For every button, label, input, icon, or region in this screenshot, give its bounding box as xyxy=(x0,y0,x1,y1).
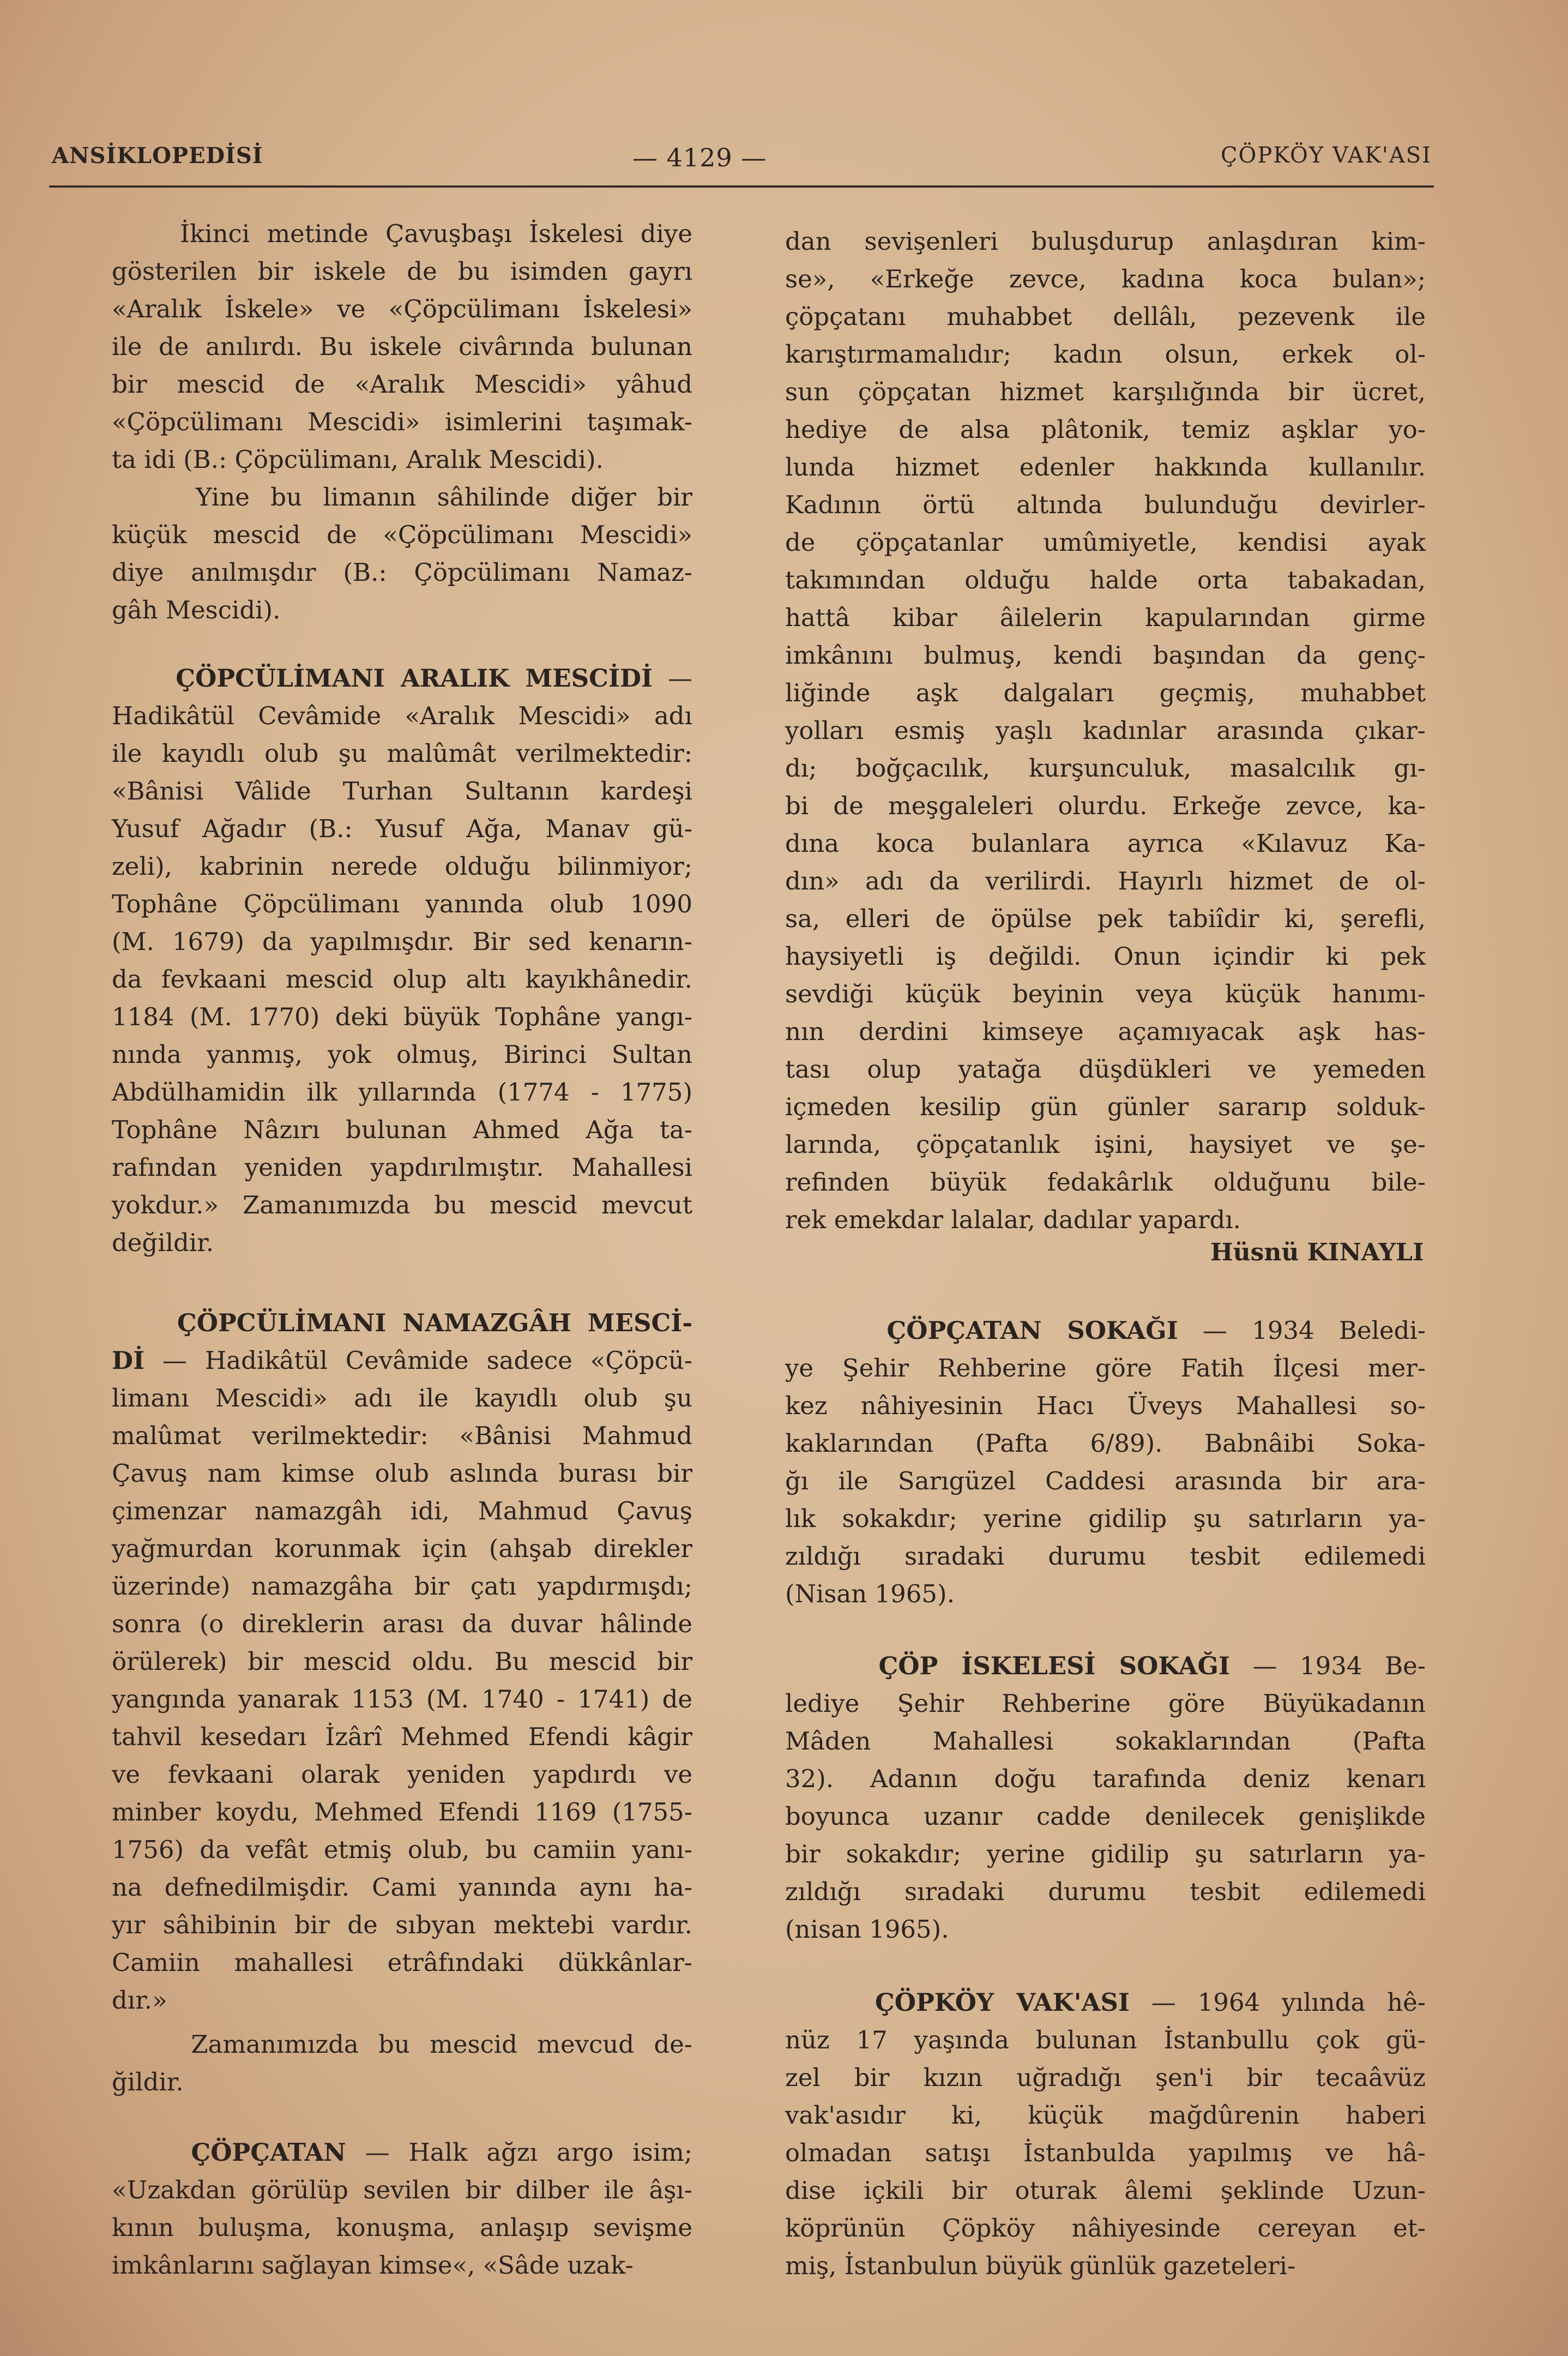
running-header-right: ÇÖPKÖY VAK'ASI xyxy=(1220,143,1432,168)
text-line: örülerek) bir mescid oldu. Bu mescid bir xyxy=(112,1647,692,1676)
text-line: sonra (o direklerin arası da duvar hâlinde xyxy=(112,1609,692,1638)
text-line: Tophâne Çöpcülimanı yanında olub 1090 xyxy=(112,889,692,918)
text-line: yağmurdan korunmak için (ahşab direkler xyxy=(112,1534,692,1563)
text-line: bi de meşgaleleri olurdu. Erkeğe zevce, ka- xyxy=(785,791,1426,820)
text-line: Tophâne Nâzırı bulunan Ahmed Ağa ta- xyxy=(112,1115,692,1144)
author-signature: Hüsnü KINAYLI xyxy=(1210,1239,1424,1266)
running-header-left: ANSİKLOPEDİSİ xyxy=(52,143,263,169)
entry-text: — 1934 Beledi- xyxy=(1178,1316,1426,1345)
paragraph-zamanimizda xyxy=(112,2026,692,2101)
text-line: «Bânisi Vâlide Turhan Sultanın kardeşi xyxy=(112,777,692,806)
text-line: minber koydu, Mehmed Efendi 1169 (1755- xyxy=(112,1798,692,1826)
text-line xyxy=(785,1984,1426,2021)
text-line: değildir. xyxy=(112,1228,214,1257)
text-line: tası olup yatağa düşdükleri ve yemeden xyxy=(785,1055,1426,1084)
text-line: Çavuş nam kimse olub aslında burası bir xyxy=(112,1459,692,1488)
text-line: boyunca uzanır cadde denilecek genişlikde xyxy=(785,1802,1426,1831)
text-line: sa, elleri de öpülse pek tabiîdir ki, şerefli, xyxy=(785,904,1426,933)
paragraph-copcatan-continued xyxy=(785,223,1426,1239)
text-line: Yine bu limanın sâhilinde diğer bir xyxy=(112,483,692,512)
text-line: (M. 1679) da yapılmışdır. Bir sed kenarın- xyxy=(112,927,692,956)
text-line: sevdiği küçük beyinin veya küçük hanımı- xyxy=(785,979,1426,1008)
text-line: ye Şehir Rehberine göre Fatih İlçesi mer- xyxy=(785,1354,1426,1383)
text-line: zeli), kabrinin nerede olduğu bilinmiyor; xyxy=(112,852,692,881)
text-line: bir mescid de «Aralık Mescidi» yâhud xyxy=(112,370,692,399)
text-line: köprünün Çöpköy nâhiyesinde cereyan et- xyxy=(785,2214,1426,2243)
entry-copcatan xyxy=(112,2133,692,2284)
text-line: ile kayıdlı olub şu malûmât verilmektedir: xyxy=(112,739,692,768)
text-line: (Nisan 1965). xyxy=(785,1579,955,1608)
text-line xyxy=(112,1342,692,1379)
text-line: diye anılmışdır (B.: Çöpcülimanı Namaz- xyxy=(112,558,692,587)
page-number: — 4129 — xyxy=(632,143,767,172)
text-line: takımından olduğu halde orta tabakadan, xyxy=(785,566,1426,594)
text-line: na defnedilmişdir. Cami yanında aynı ha- xyxy=(112,1873,692,1902)
text-line: lediye Şehir Rehberine göre Büyükadanın xyxy=(785,1689,1426,1718)
text-line: lık sokakdır; yerine gidilip şu satırların ya- xyxy=(785,1504,1426,1533)
text-line: yır sâhibinin bir de sıbyan mektebi vardır. xyxy=(112,1910,692,1939)
text-line: Camiin mahallesi etrâfındaki dükkânlar- xyxy=(112,1948,692,1977)
text-line: dise içkili bir oturak âlemi şeklinde Uzun- xyxy=(785,2176,1426,2205)
text-line: limanı Mescidi» adı ile kayıdlı olub şu xyxy=(112,1384,692,1413)
entry-cop-iskelesi-sokagi xyxy=(785,1647,1426,1948)
text-line: de çöpçatanlar umûmiyetle, kendisi ayak xyxy=(785,528,1426,557)
text-line: gösterilen bir iskele de bu isimden gayrı xyxy=(112,257,692,286)
text-line: 1184 (M. 1770) deki büyük Tophâne yangı- xyxy=(112,1002,692,1031)
text-line: «Uzakdan görülüp sevilen bir dilber ile âşı- xyxy=(112,2175,692,2204)
entry-heading: ÇÖPKÖY VAK'ASI xyxy=(785,1988,1130,2017)
entry-heading: ÇÖPÇATAN xyxy=(112,2138,346,2167)
text-line: rek emekdar lalalar, dadılar yapardı. xyxy=(785,1205,1241,1234)
text-line: sun çöpçatan hizmet karşılığında bir ücret, xyxy=(785,377,1426,406)
text-line: Mâden Mahallesi sokaklarından (Pafta xyxy=(785,1727,1426,1756)
entry-text: — Halk ağzı argo isim; xyxy=(346,2138,692,2167)
text-line: olmadan satışı İstanbulda yapılmış ve hâ- xyxy=(785,2138,1426,2167)
text-line: ğildir. xyxy=(112,2067,184,2096)
entry-copcatan-sokagi xyxy=(785,1312,1426,1613)
entry-copculimani-namazgah-mescidi xyxy=(112,1304,692,2019)
header-rule xyxy=(49,185,1434,188)
entry-text: — 1934 Be- xyxy=(1230,1651,1426,1680)
text-line: imkânını bulmuş, kendi başından da genç- xyxy=(785,641,1426,670)
text-line: malûmat verilmektedir: «Bânisi Mahmud xyxy=(112,1421,692,1450)
text-line: 32). Adanın doğu tarafında deniz kenarı xyxy=(785,1764,1426,1793)
text-line: Kadının örtü altında bulunduğu devirler- xyxy=(785,490,1426,519)
text-line: kaklarından (Pafta 6/89). Babnâibi Soka- xyxy=(785,1429,1426,1458)
text-line xyxy=(112,2133,692,2171)
text-line: (nisan 1965). xyxy=(785,1915,949,1944)
text-line: liğinde aşk dalgaları geçmiş, muhabbet xyxy=(785,678,1426,707)
text-line: lunda hizmet edenler hakkında kullanılır. xyxy=(785,453,1426,482)
text-line: dın» adı da verilirdi. Hayırlı hizmet de ol- xyxy=(785,867,1426,895)
text-line xyxy=(785,1312,1426,1349)
entry-text: — Hadikâtül Cevâmide sadece «Çöpcü- xyxy=(144,1346,692,1375)
text-line: İkinci metinde Çavuşbaşı İskelesi diye xyxy=(112,219,692,248)
text-line: nüz 17 yaşında bulunan İstanbullu çok gü- xyxy=(785,2026,1426,2054)
text-line: «Aralık İskele» ve «Çöpcülimanı İskelesi» xyxy=(112,294,692,323)
text-line: zıldığı sıradaki durumu tesbit edilemedi xyxy=(785,1542,1426,1571)
text-line: Hadikâtül Cevâmide «Aralık Mescidi» adı xyxy=(112,701,692,730)
paragraph-iskele xyxy=(112,215,692,478)
text-line: nında yanmış, yok olmuş, Birinci Sultan xyxy=(112,1040,692,1069)
text-line: da fevkaani mescid olup altı kayıkhânedir. xyxy=(112,965,692,994)
text-line xyxy=(112,1304,692,1342)
text-line: içmeden kesilip gün günler sararıp solduk- xyxy=(785,1092,1426,1121)
entry-copculimani-aralik-mescidi xyxy=(112,659,692,1261)
text-line: rafından yeniden yapdırılmıştır. Mahallesi xyxy=(112,1153,692,1182)
text-line: üzerinde) namazgâha bir çatı yapdırmışdı; xyxy=(112,1572,692,1601)
text-line: hattâ kibar âilelerin kapularından girme xyxy=(785,603,1426,632)
text-line: 1756) da vefât etmiş olub, bu camiin yanı- xyxy=(112,1835,692,1864)
text-line: ile de anılırdı. Bu iskele civârında bulunan xyxy=(112,332,692,361)
text-line xyxy=(785,1647,1426,1685)
text-line: yolları esmiş yaşlı kadınlar arasında çıkar- xyxy=(785,716,1426,745)
text-line: tahvil kesedarı İzârî Mehmed Efendi kâgir xyxy=(112,1722,692,1751)
text-line: «Çöpcülimanı Mescidi» isimlerini taşımak- xyxy=(112,407,692,436)
text-line: dına koca bulanlara ayrıca «Kılavuz Ka- xyxy=(785,829,1426,858)
text-line: çöpçatanı muhabbet dellâlı, pezevenk ile xyxy=(785,302,1426,331)
text-line: gâh Mescidi). xyxy=(112,596,281,624)
entry-heading: ÇÖPÇATAN SOKAĞI xyxy=(785,1316,1178,1345)
text-line: dır.» xyxy=(112,1986,167,2015)
text-line: küçük mescid de «Çöpcülimanı Mescidi» xyxy=(112,520,692,549)
text-line: ğı ile Sarıgüzel Caddesi arasında bir ara- xyxy=(785,1467,1426,1495)
text-line: vak'asıdır ki, küçük mağdûrenin haberi xyxy=(785,2101,1426,2130)
text-line: miş, İstanbulun büyük günlük gazeteleri- xyxy=(785,2251,1296,2280)
text-line: haysiyetli iş değildi. Onun içindir ki pek xyxy=(785,942,1426,971)
text-line: kının buluşma, konuşma, anlaşıp sevişme xyxy=(112,2213,692,2242)
entry-heading: ÇÖPCÜLİMANI ARALIK MESCİDİ xyxy=(112,664,653,693)
text-line: Zamanımızda bu mescid mevcud de- xyxy=(112,2030,692,2059)
text-line: karıştırmamalıdır; kadın olsun, erkek ol- xyxy=(785,340,1426,369)
text-line: nın derdini kimseye açamıyacak aşk has- xyxy=(785,1017,1426,1046)
entry-heading: Dİ xyxy=(112,1346,145,1375)
entry-text: — xyxy=(653,664,692,693)
text-line: yokdur.» Zamanımızda bu mescid mevcut xyxy=(112,1191,692,1219)
text-line: ve fevkaani olarak yeniden yapdırdı ve xyxy=(112,1760,692,1789)
entry-text: — 1964 yılında hê- xyxy=(1129,1988,1426,2017)
text-line: zıldığı sıradaki durumu tesbit edilemedi xyxy=(785,1877,1426,1906)
text-line: kez nâhiyesinin Hacı Üveys Mahallesi so- xyxy=(785,1391,1426,1420)
text-line: se», «Erkeğe zevce, kadına koca bulan»; xyxy=(785,265,1426,293)
entry-copkoy-vakasi xyxy=(785,1984,1426,2285)
text-line: zel bir kızın uğradığı şen'i bir tecaâvüz xyxy=(785,2063,1426,2092)
text-line: hediye de alsa plâtonik, temiz aşklar yo- xyxy=(785,415,1426,444)
paragraph-kucuk-mescid xyxy=(112,478,692,629)
text-line: refinden büyük fedakârlık olduğunu bile- xyxy=(785,1168,1426,1197)
text-line: çimenzar namazgâh idi, Mahmud Çavuş xyxy=(112,1496,692,1525)
text-line xyxy=(112,659,692,697)
text-line: dan sevişenleri buluşdurup anlaşdıran kim- xyxy=(785,227,1426,256)
entry-heading: ÇÖPCÜLİMANI NAMAZGÂH MESCİ- xyxy=(112,1308,692,1337)
text-line: yangında yanarak 1153 (M. 1740 - 1741) de xyxy=(112,1685,692,1714)
text-line: imkânlarını sağlayan kimse«, «Sâde uzak- xyxy=(112,2251,634,2280)
text-line: Abdülhamidin ilk yıllarında (1774 - 1775) xyxy=(112,1078,692,1107)
entry-heading: ÇÖP İSKELESİ SOKAĞI xyxy=(785,1651,1230,1680)
text-line: Yusuf Ağadır (B.: Yusuf Ağa, Manav gü- xyxy=(112,814,692,843)
text-line: dı; boğçacılık, kurşunculuk, masalcılık gı- xyxy=(785,754,1426,783)
text-line: larında, çöpçatanlık işini, haysiyet ve şe- xyxy=(785,1130,1426,1159)
text-line: bir sokakdır; yerine gidilip şu satırların ya- xyxy=(785,1840,1426,1868)
text-line: ta idi (B.: Çöpcülimanı, Aralık Mescidi). xyxy=(112,445,604,474)
